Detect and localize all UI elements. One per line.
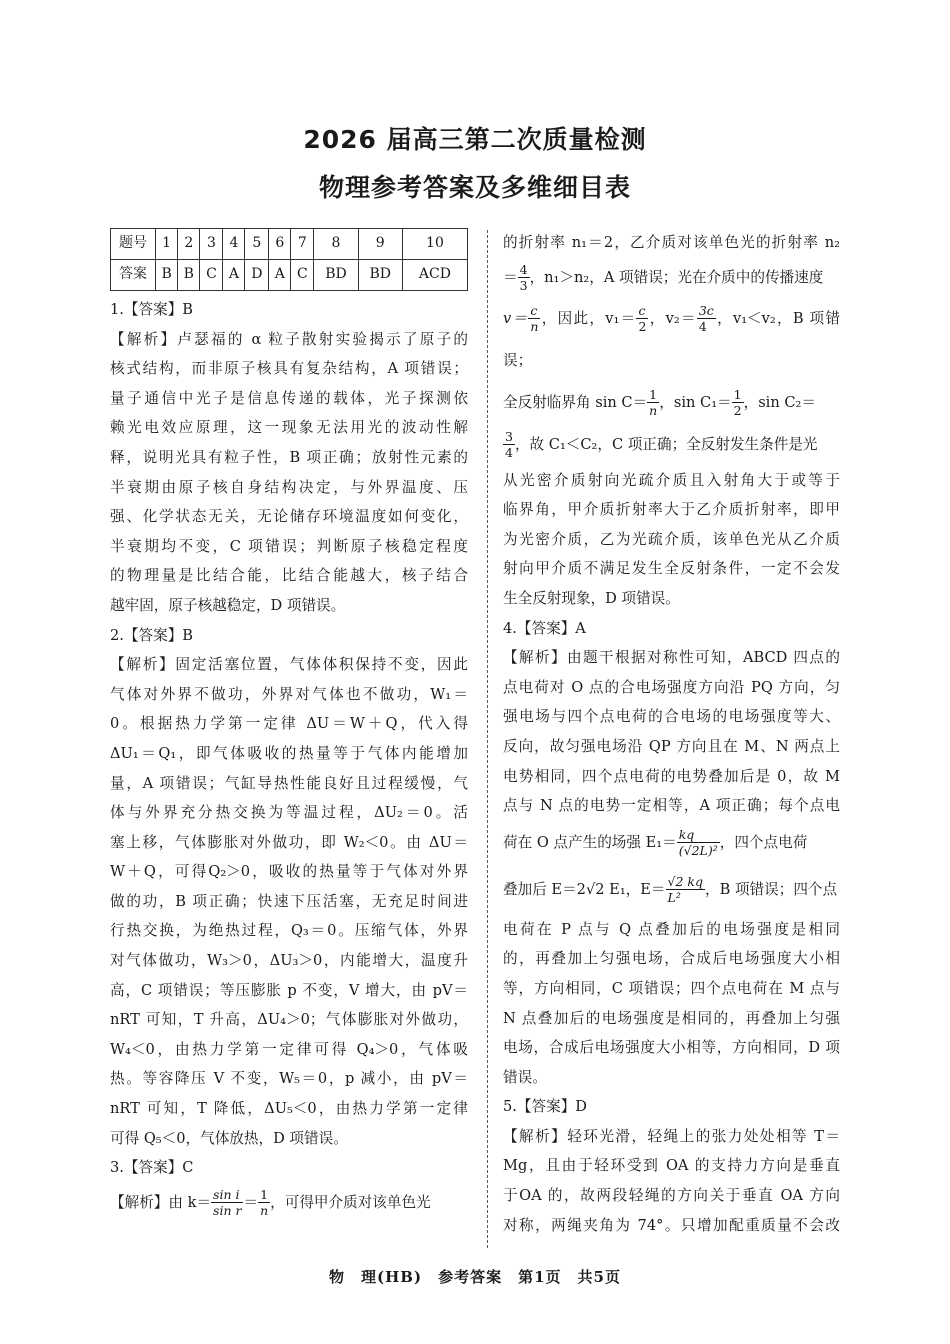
q1-line: 越牢固，原子核越稳定，D 项错误。 [110, 596, 346, 614]
q2-line: 量，A 项错误；气缸导热性能良好且过程缓慢，气 [110, 774, 468, 792]
question-number: 9 [358, 229, 402, 260]
q4-line: 反向，故匀强电场沿 QP 方向且在 M、N 两点上 [503, 737, 840, 755]
question-number: 7 [291, 229, 314, 260]
q2-line: nRT 可知，T 降低，ΔU₅＜0，由热力学第一定律 [110, 1100, 468, 1118]
sin-ratio-fraction [211, 1187, 243, 1218]
fraction-numerator: 3c [698, 303, 714, 319]
row-label: 答案 [111, 260, 156, 291]
q3-text: ，可得甲介质对该单色光 [270, 1193, 431, 1211]
question-number: 5 [245, 229, 269, 260]
q1-line: 强、化学状态无关，无论储存环境温度如何变化， [110, 508, 468, 526]
q2-line: 0。根据热力学第一定律 ΔU＝W＋Q，代入得 [110, 715, 468, 733]
q2-line: nRT 可知，T 升高，ΔU₄＞0；气体膨胀对外做功， [110, 1011, 468, 1029]
q4-line: 电荷在 P 点与 Q 点叠加后的电场强度是相同 [503, 920, 840, 938]
answer-cell: B [156, 260, 178, 291]
answer-cell: C [200, 260, 223, 291]
field-fraction [666, 874, 705, 905]
fraction-numerator: 4 [519, 262, 528, 278]
fraction [503, 429, 515, 460]
fraction [732, 387, 744, 418]
answer-cell: A [223, 260, 245, 291]
fraction-numerator: c [528, 303, 540, 319]
q2-line: 热。等容降压 V 不变，W₅＝0，p 减小，由 pV＝ [110, 1070, 468, 1088]
question-number: 10 [402, 229, 467, 260]
q3-text: ＝ [503, 268, 518, 286]
q3-line: 临界角，甲介质折射率大于乙介质折射率，即甲 [503, 501, 840, 519]
q1-line: 量子通信中光子是信息传递的载体，光子探测依 [110, 389, 468, 407]
answer-cell: BD [314, 260, 358, 291]
q4-field-formula-line [503, 821, 840, 865]
fraction-denominator: n [260, 1203, 269, 1219]
q2-line: W＋Q，可得Q₂＞0，吸收的热量等于气体对外界 [110, 863, 468, 881]
question-number: 3 [200, 229, 223, 260]
q3-line: 的折射率 n₁＝2，乙介质对该单色光的折射率 n₂ [503, 234, 840, 251]
field-fraction [677, 827, 720, 858]
q3-text: 【解析】由 k＝ [110, 1193, 212, 1211]
fraction-numerator: 1 [258, 1187, 270, 1203]
q5-line: 对称，两绳夹角为 74°。只增加配重质量不会改 [503, 1216, 840, 1234]
q4-line: 点与 N 点的电势一定相等，A 项正确；每个点电 [503, 797, 840, 815]
q5-line: 于OA 的，故两段轻绳的方向关于垂直 OA 方向 [503, 1187, 840, 1205]
q5-line: Mg，且由于轻环受到 OA 的支持力方向是垂直 [503, 1157, 840, 1175]
answer-table [110, 228, 468, 291]
fraction-denominator: 2 [733, 403, 742, 419]
left-column [110, 228, 468, 1223]
answer-table-answer-row [111, 260, 468, 291]
page-subtitle: 物理参考答案及多维细目表 [318, 173, 631, 202]
q2-line: 高，C 项错误；等压膨胀 p 不变，V 增大，由 pV＝ [110, 981, 468, 999]
q4-field-formula-line [503, 865, 840, 915]
fraction-numerator: 1 [733, 387, 742, 403]
q3-line: 射向甲介质不满足发生全反射条件，一定不会发 [503, 560, 840, 578]
question-number: 8 [314, 229, 358, 260]
q4-line: 等，方向相同，C 项错误；四个点电荷在 M 点与 [503, 979, 840, 997]
q1-line: 核式结构，而非原子核具有复杂结构，A 项错误； [110, 360, 468, 378]
question-number: 2 [178, 229, 200, 260]
q3-line [503, 382, 840, 424]
fraction-numerator: 3 [505, 429, 513, 445]
question-number: 4 [223, 229, 245, 260]
q4-line: 电势相同，四个点电荷的电势叠加后是 0，故 M [503, 767, 840, 785]
q1-line: 半衰期由原子核自身结构决定，与外界温度、压 [110, 478, 468, 496]
page-title: 2026 届高三第二次质量检测 [303, 125, 647, 154]
q5-answer-heading: 5.【答案】D [503, 1098, 587, 1116]
q1-line: 赖光电效应原理，这一现象无法用光的波动性解 [110, 419, 468, 437]
q2-line: 行热交换，为绝热过程，Q₃＝0。压缩气体，外界 [110, 922, 468, 940]
q1-line: 的物理量是比结合能，比结合能越大，核子结合 [110, 567, 468, 585]
q2-line: 【解析】固定活塞位置，气体体积保持不变，因此 [110, 656, 468, 674]
row-label: 题号 [111, 229, 156, 260]
q4-line: 的，再叠加上匀强电场，合成后电场强度大小相 [503, 950, 840, 968]
q4-line: 【解析】由题干根据对称性可知，ABCD 四点的 [503, 649, 840, 667]
q3-line [503, 424, 840, 466]
q3-line: 为光密介质，乙为光疏介质，该单色光从乙介质 [503, 530, 840, 548]
page-footer: 物 理(HB) 参考答案 第1页 共5页 [329, 1268, 621, 1286]
fraction-denominator: n [530, 319, 539, 335]
q3-text: ，因此，v₁＝ [540, 309, 637, 327]
answer-cell: BD [358, 260, 402, 291]
q2-line: W₄＜0，由热力学第一定律可得 Q₄＞0，气体吸 [110, 1040, 468, 1058]
q3-text: ，v₁＜v₂，B 项错误； [503, 309, 840, 369]
q1-answer-heading: 1.【答案】B [110, 301, 194, 318]
right-column [503, 228, 840, 1240]
q4-text: ，四个点电荷 [719, 833, 808, 851]
q2-line: 对气体做功，W₃＞0，ΔU₃＞0，内能增大，温度升 [110, 952, 468, 970]
fraction [647, 387, 659, 418]
q4-text: ，B 项错误；四个点 [705, 880, 838, 898]
answer-cell: A [269, 260, 291, 291]
q2-line: 做的功，B 项正确；快速下压活塞，无充足时间进 [110, 892, 468, 910]
q3-text: 全反射临界角 sin C＝ [503, 393, 648, 411]
answer-table-number-row [111, 229, 468, 260]
fraction-denominator: sin r [213, 1203, 242, 1219]
fraction-numerator: √2 kq [667, 874, 703, 890]
q3-answer-heading: 3.【答案】C [110, 1159, 194, 1177]
q2-line: 体与外界充分热交换为等温过程，ΔU₂＝0。活 [110, 804, 468, 822]
fraction [697, 303, 716, 334]
q4-line: 点电荷对 O 点的合电场强度方向沿 PQ 方向，匀 [503, 678, 840, 696]
fraction-denominator: 4 [505, 445, 513, 461]
q2-line: 气体对外界不做功，外界对气体也不做功，W₁＝ [110, 685, 468, 703]
q3-formula-line [110, 1183, 468, 1223]
question-number: 6 [269, 229, 291, 260]
q4-line: 错误。 [503, 1068, 547, 1086]
q3-text: ，n₁＞n₂，A 项错误；光在介质中的传播速度 [529, 268, 824, 286]
q4-line: 强电场与四个点电荷的合电场的电场强度等大、 [503, 708, 840, 726]
fraction [636, 303, 648, 334]
answer-cell: ACD [402, 260, 467, 291]
q3-text: ，故 C₁＜C₂，C 项正确；全反射发生条件是光 [514, 435, 818, 453]
q2-answer-heading: 2.【答案】B [110, 626, 194, 644]
q3-line: 从光密介质射向光疏介质且入射角大于或等于 [503, 471, 840, 489]
q3-line: 生全反射现象，D 项错误。 [503, 589, 680, 607]
q3-text: ，sin C₂＝ [743, 393, 816, 411]
fraction [528, 303, 540, 334]
q4-text: 叠加后 E＝2√2 E₁，E＝ [503, 880, 666, 898]
fraction-denominator: 3 [519, 278, 528, 294]
answer-cell: B [178, 260, 200, 291]
q3-text: ，sin C₁＝ [659, 393, 732, 411]
q1-line: 释，说明光具有粒子性，B 项正确；放射性元素的 [110, 448, 468, 466]
q4-line: 电场，合成后电场强度大小相等，方向相同，D 项 [503, 1039, 840, 1057]
fraction-denominator: L² [667, 890, 681, 906]
fraction-denominator: (√2L)² [678, 843, 718, 859]
q2-line: ΔU₁＝Q₁，即气体吸收的热量等于气体内能增加 [110, 744, 468, 762]
fraction-numerator: sin i [211, 1187, 243, 1203]
q2-line: 塞上移，气体膨胀对外做功，即 W₂＜0。由 ΔU＝ [110, 833, 468, 851]
q4-line: N 点叠加后的电场强度是相同的，再叠加上匀强 [503, 1009, 840, 1027]
fraction-denominator: 2 [638, 319, 647, 335]
q4-text: 荷在 O 点产生的场强 E₁＝ [503, 833, 677, 851]
fraction-numerator: kq [677, 827, 720, 843]
q5-line: 【解析】轻环光滑，轻绳上的张力处处相等 T＝ [503, 1127, 840, 1145]
q1-line: 半衰期均不变，C 项错误；判断原子核稳定程度 [110, 537, 468, 555]
answer-cell: C [291, 260, 314, 291]
fraction-numerator: c [636, 303, 648, 319]
q3-text: ＝ [243, 1193, 259, 1211]
fraction-denominator: 4 [698, 319, 707, 335]
q4-answer-heading: 4.【答案】A [503, 619, 586, 637]
column-divider [487, 230, 488, 1248]
reciprocal-fraction [258, 1187, 270, 1218]
q3-text: ，v₂＝ [648, 309, 697, 327]
answer-cell: D [245, 260, 269, 291]
q1-line: 【解析】卢瑟福的 α 粒子散射实验揭示了原子的 [110, 330, 468, 348]
question-number: 1 [156, 229, 178, 260]
fraction-numerator: 1 [647, 387, 659, 403]
fraction-denominator: n [649, 403, 658, 419]
fraction [518, 262, 530, 293]
q3-text: v＝ [503, 309, 529, 327]
q3-line [503, 258, 840, 298]
q3-line [503, 298, 840, 382]
q2-line: 可得 Q₅＜0，气体放热，D 项错误。 [110, 1129, 348, 1147]
